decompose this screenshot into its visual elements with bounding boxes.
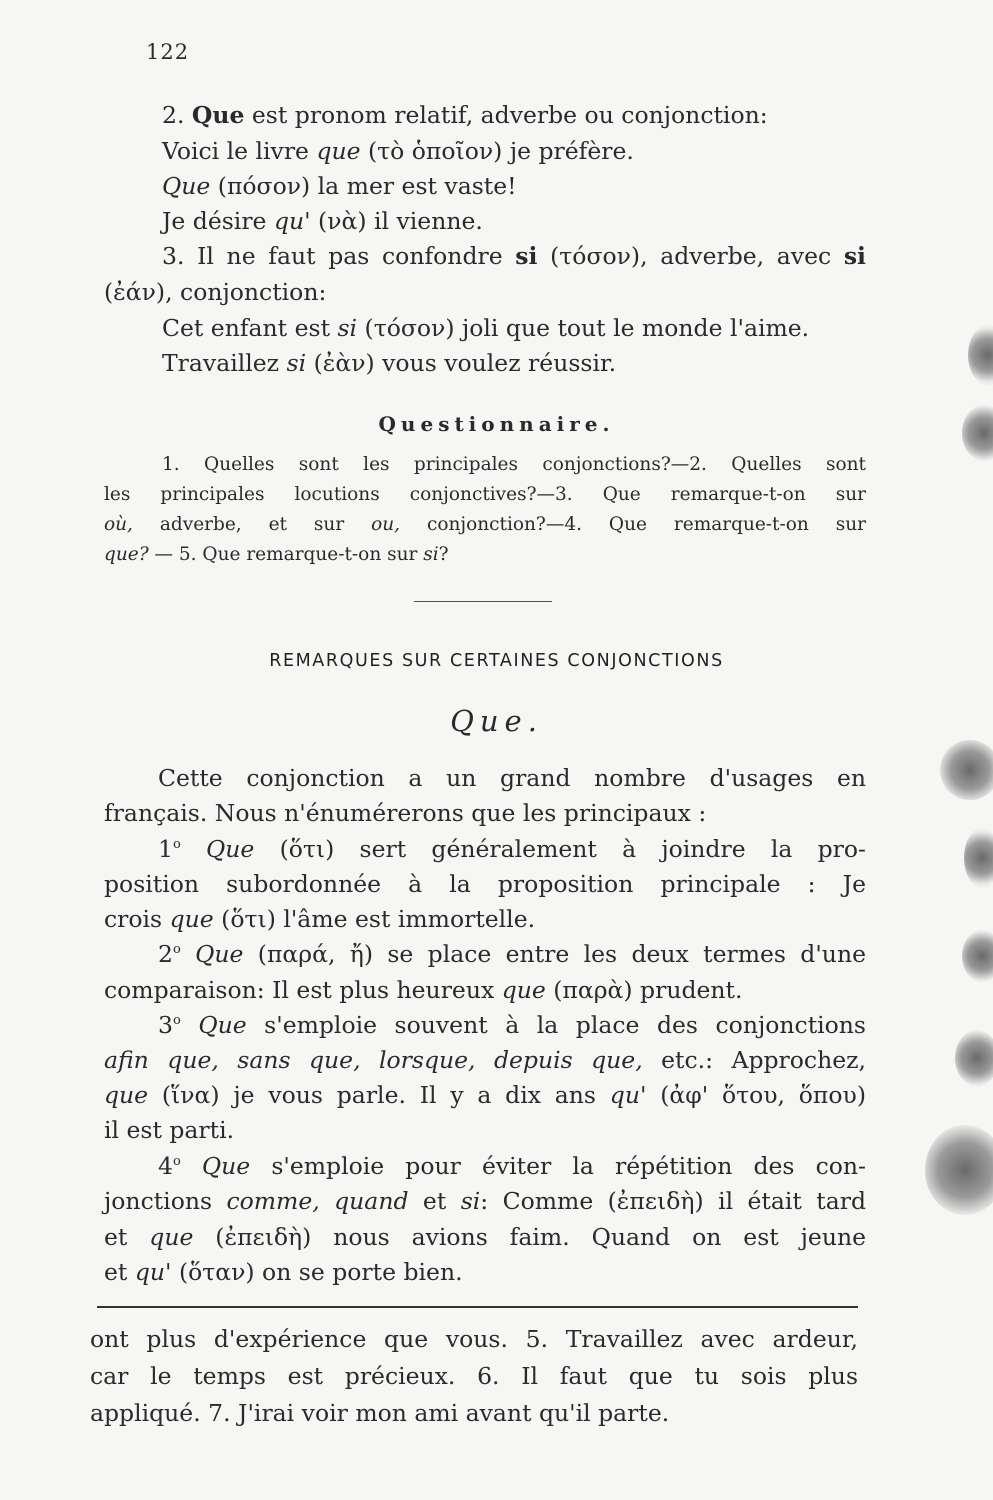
intro-line: (ἐάν), conjonction: (104, 278, 327, 306)
questionnaire-line: 1. Quelles sont les principales conjonctions?—2. Quelles sont (162, 454, 866, 475)
footnote-line: car le temps est précieux. 6. Il faut que tu sois plus (90, 1362, 858, 1390)
body-line: crois que (ὅτι) l'âme est immortelle. (104, 905, 536, 933)
body-line: et qu' (ὅταν) on se porte bien. (104, 1258, 463, 1286)
ink-blot (940, 740, 993, 800)
body-line: 1$^o$ Que (ὅτι) sert généralement à joindre la pro- (158, 835, 866, 863)
footnote-line: ont plus d'expérience que vous. 5. Travaillez avec ardeur, (90, 1325, 858, 1353)
footnote-line: appliqué. 7. J'irai voir mon ami avant qu'il parte. (90, 1399, 670, 1427)
body-line: et que (ἐπειδὴ) nous avions faim. Quand on est jeune (104, 1223, 866, 1251)
ink-blot (964, 828, 993, 888)
section-title: REMARQUES SUR CERTAINES CONJONCTIONS (269, 651, 724, 671)
intro-line: Voici le livre que (τὸ ὁποῖον) je préfère. (162, 137, 634, 165)
body-line: il est parti. (104, 1116, 235, 1144)
intro-line: Travaillez si (ἐὰν) vous voulez réussir. (162, 349, 617, 377)
body-line: jonctions comme, quand et si: Comme (ἐπειδὴ) il était tard (104, 1187, 866, 1215)
footnote-block (90, 0, 858, 1460)
page-number: 122 (146, 40, 190, 64)
body-line: comparaison: Il est plus heureux que (παρὰ) prudent. (104, 976, 743, 1004)
body-line: position subordonnée à la proposition principale : Je (104, 870, 866, 898)
ink-blot (955, 1030, 993, 1086)
ink-blot (962, 405, 993, 461)
questionnaire-line: où, adverbe, et sur ou, conjonction?—4. Que remarque-t-on sur (104, 514, 866, 535)
body-line: que (ἵνα) je vous parle. Il y a dix ans qu' (ἀφ' ὅτου, ὅπου) (104, 1081, 866, 1109)
body-line: 3$^o$ Que s'emploie souvent à la place des conjonctions (158, 1011, 866, 1039)
intro-line: Cet enfant est si (τόσον) joli que tout le monde l'aime. (162, 314, 810, 342)
ink-blot (962, 930, 993, 982)
questionnaire-line: les principales locutions conjonctives?—3. Que remarque-t-on sur (104, 484, 866, 505)
intro-line: Que (πόσον) la mer est vaste! (162, 172, 517, 200)
questionnaire-line: que? — 5. Que remarque-t-on sur si? (104, 544, 449, 565)
questionnaire-title: Questionnaire. (378, 412, 615, 436)
ink-blot (925, 1125, 993, 1215)
body-line: français. Nous n'énumérerons que les principaux : (104, 799, 707, 827)
section-subtitle: Que. (450, 704, 543, 738)
intro-line: Je désire qu' (νὰ) il vienne. (162, 207, 483, 235)
body-line: 2$^o$ Que (παρά, ἤ) se place entre les deux termes d'une (158, 940, 866, 968)
ink-blot (968, 325, 993, 385)
body-line: afin que, sans que, lorsque, depuis que, etc.: Approchez, (104, 1046, 866, 1074)
body-line: Cette conjonction a un grand nombre d'usages en (158, 764, 866, 792)
intro-line: 2. Que est pronom relatif, adverbe ou conjonction: (162, 101, 768, 129)
body-line: 4$^o$ Que s'emploie pour éviter la répétition des con- (158, 1152, 866, 1180)
intro-line: 3. Il ne faut pas confondre si (τόσον), adverbe, avec si (162, 242, 866, 270)
